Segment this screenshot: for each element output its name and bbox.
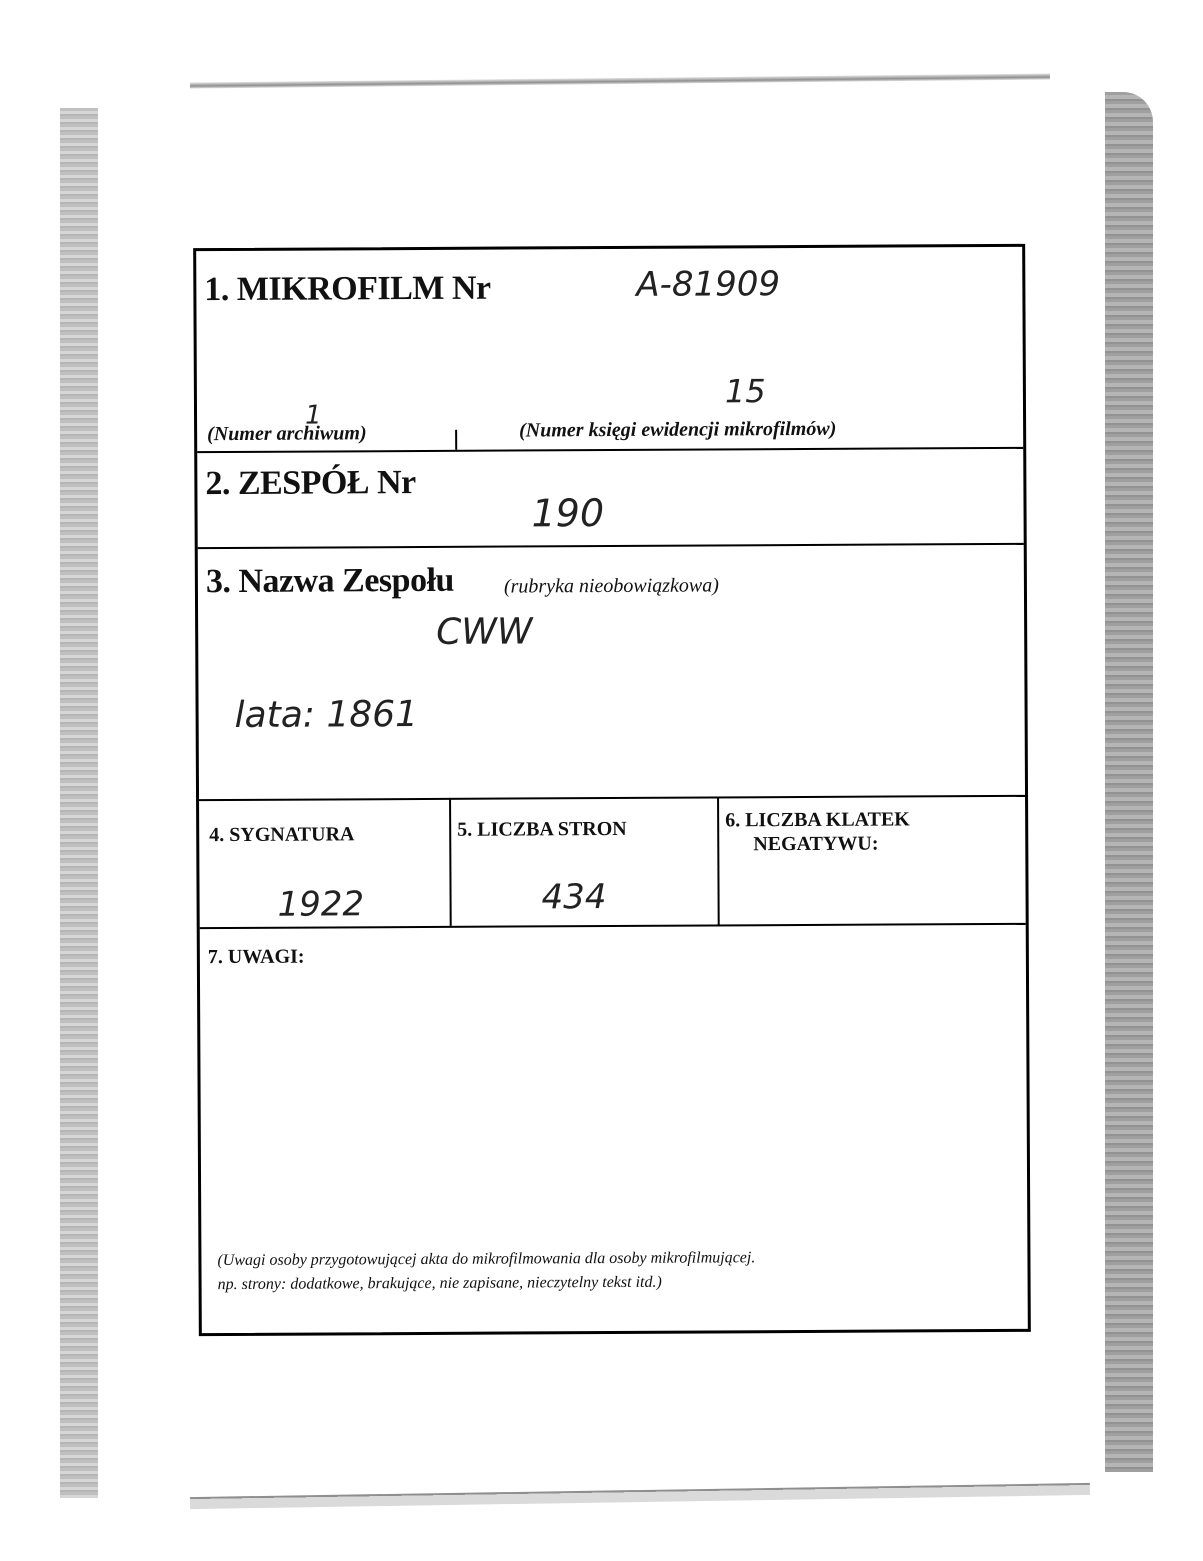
sygnatura-value: 1922 — [277, 884, 365, 925]
scan-edge-left — [60, 108, 98, 1498]
nazwa-zespolu-label: 3. Nazwa Zespołu — [205, 561, 454, 601]
liczba-stron-value: 434 — [541, 877, 607, 918]
page-edge-bottom — [190, 1483, 1090, 1509]
mikrofilm-number: A-81909 — [636, 264, 781, 305]
liczba-klatek-label-2: NEGATYWU: — [753, 832, 879, 856]
mikrofilm-label: 1. MIKROFILM Nr — [204, 269, 491, 309]
microfilm-form — [193, 244, 1031, 1336]
archive-number-caption: (Numer archiwum) — [207, 422, 367, 446]
archive-number: 1 — [304, 400, 322, 431]
section-mikrofilm — [196, 247, 1023, 453]
section-zespol — [197, 447, 1024, 549]
section-uwagi — [200, 923, 1028, 1333]
liczba-klatek-label-1: 6. LICZBA KLATEK — [725, 808, 910, 832]
caption-divider — [455, 430, 457, 450]
nazwa-zespolu-years: lata: 1861 — [234, 694, 419, 736]
nazwa-zespolu-note: (rubryka nieobowiązkowa) — [503, 574, 719, 598]
register-number: 15 — [724, 372, 766, 411]
zespol-number: 190 — [531, 491, 605, 536]
liczba-stron-label: 5. LICZBA STRON — [457, 817, 627, 841]
nazwa-zespolu-value: CWW — [436, 611, 533, 653]
register-caption: (Numer księgi ewidencji mikrofilmów) — [519, 417, 837, 442]
liczba-stron-cell — [451, 796, 718, 925]
sygnatura-cell — [199, 798, 450, 927]
page-edge-top — [190, 73, 1050, 88]
section-details — [199, 795, 1026, 929]
scan-edge-right — [1105, 92, 1153, 1472]
sygnatura-label: 4. SYGNATURA — [209, 823, 355, 847]
zespol-label: 2. ZESPÓŁ Nr — [205, 464, 416, 503]
liczba-klatek-cell — [719, 795, 1026, 925]
uwagi-note — [217, 1246, 755, 1297]
section-nazwa-zespolu — [198, 543, 1025, 801]
uwagi-note-line-2: np. strony: dodatkowe, brakujące, nie zapisane, nieczytelny tekst itd.) — [217, 1273, 662, 1294]
uwagi-note-line-1: (Uwagi osoby przygotowującej akta do mikrofilmowania dla osoby mikrofilmującej. — [217, 1249, 756, 1270]
uwagi-label: 7. UWAGI: — [207, 945, 305, 969]
